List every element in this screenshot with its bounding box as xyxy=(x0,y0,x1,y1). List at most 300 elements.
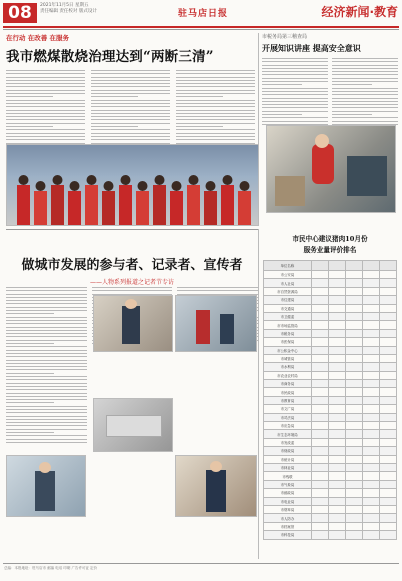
table-cell: 市税务局 xyxy=(264,329,312,337)
child-head xyxy=(223,175,233,185)
text-line xyxy=(332,71,398,72)
text-line xyxy=(6,412,87,413)
group-photo-figures xyxy=(7,145,258,225)
table-cell xyxy=(345,505,362,513)
table-cell: 市卫健委 xyxy=(264,312,312,320)
text-line xyxy=(6,290,87,291)
text-line xyxy=(262,58,328,59)
text-line xyxy=(91,83,170,84)
table-cell xyxy=(379,497,396,505)
text-line xyxy=(176,83,255,84)
table-cell xyxy=(328,505,345,513)
table-cell xyxy=(379,522,396,530)
table-cell: 市应急局 xyxy=(264,422,312,430)
table-cell: 市城管局 xyxy=(264,354,312,362)
text-line xyxy=(6,80,85,81)
text-line xyxy=(6,303,87,304)
table-cell xyxy=(311,338,328,346)
text-line xyxy=(6,320,87,321)
child-head xyxy=(172,181,182,191)
table-cell xyxy=(311,422,328,430)
child-figure xyxy=(119,185,132,225)
text-line xyxy=(262,68,328,69)
table-cell xyxy=(362,296,379,304)
table-cell xyxy=(311,396,328,404)
text-line xyxy=(332,94,398,95)
text-line xyxy=(6,330,87,331)
text-line xyxy=(176,100,255,101)
table-cell: 市残联 xyxy=(264,472,312,480)
text-line xyxy=(332,61,398,62)
table-cell xyxy=(362,388,379,396)
table-title-1: 市民中心建议猪肉10月份 xyxy=(292,235,368,243)
child-figure xyxy=(34,191,47,225)
text-line xyxy=(6,393,87,394)
table-row xyxy=(264,338,397,346)
table-cell xyxy=(328,287,345,295)
table-cell xyxy=(328,531,345,539)
table-cell xyxy=(328,405,345,413)
text-line xyxy=(6,399,87,400)
text-line xyxy=(262,88,328,89)
table-cell xyxy=(362,430,379,438)
table-cell xyxy=(345,422,362,430)
article-3-col-1 xyxy=(6,287,87,445)
table-cell xyxy=(328,447,345,455)
text-line xyxy=(6,300,87,301)
table-cell xyxy=(311,363,328,371)
section-rule xyxy=(6,229,258,230)
table-cell xyxy=(311,296,328,304)
table-cell xyxy=(311,388,328,396)
table-cell xyxy=(362,371,379,379)
table-cell xyxy=(328,463,345,471)
table-cell xyxy=(311,371,328,379)
child-figure xyxy=(170,191,183,225)
child-figure xyxy=(68,191,81,225)
table-row xyxy=(264,312,397,320)
table-cell xyxy=(311,472,328,480)
text-line xyxy=(176,139,255,140)
date-line xyxy=(40,3,120,15)
table-cell xyxy=(379,338,396,346)
table-cell xyxy=(379,430,396,438)
child-head xyxy=(70,181,80,191)
text-line xyxy=(6,103,85,104)
table-cell xyxy=(328,388,345,396)
text-line xyxy=(6,383,87,384)
text-line xyxy=(332,68,398,69)
table-cell xyxy=(379,271,396,279)
text-line xyxy=(6,373,54,374)
table-cell xyxy=(379,413,396,421)
table-cell: 市水利局 xyxy=(264,363,312,371)
table-cell xyxy=(345,371,362,379)
text-line xyxy=(6,294,87,295)
text-line xyxy=(91,119,170,120)
article-1-kicker: 在行动 在改善 在服务 xyxy=(6,34,70,42)
table-row xyxy=(264,514,397,522)
table-cell xyxy=(328,271,345,279)
table-cell xyxy=(345,438,362,446)
table-cell xyxy=(379,388,396,396)
table-cell xyxy=(345,304,362,312)
child-figure xyxy=(153,185,166,225)
table-row xyxy=(264,405,397,413)
text-line xyxy=(176,136,255,137)
table-cell xyxy=(328,438,345,446)
price-table xyxy=(263,260,397,540)
text-line xyxy=(6,123,85,124)
table-cell xyxy=(379,505,396,513)
table-cell: 市教育局 xyxy=(264,396,312,404)
text-line xyxy=(6,425,87,426)
text-line xyxy=(262,101,328,102)
text-line xyxy=(176,110,255,111)
text-line xyxy=(176,113,255,114)
text-line xyxy=(6,350,87,351)
text-line xyxy=(176,116,255,117)
text-line xyxy=(6,317,87,318)
text-line xyxy=(262,121,328,122)
header-rule xyxy=(3,26,399,28)
table-cell xyxy=(345,279,362,287)
text-line xyxy=(262,117,328,118)
child-head xyxy=(36,181,46,191)
reporter-photo-1 xyxy=(93,295,173,352)
price-table-section xyxy=(263,233,397,540)
text-line xyxy=(91,70,170,71)
text-line xyxy=(91,90,170,91)
text-line xyxy=(91,123,170,124)
child-figure xyxy=(51,185,64,225)
table-cell xyxy=(379,514,396,522)
text-line xyxy=(6,113,85,114)
table-cell: 市农业农村局 xyxy=(264,371,312,379)
table-row xyxy=(264,396,397,404)
table-cell xyxy=(311,271,328,279)
table-cell xyxy=(328,371,345,379)
table-cell: 市司法局 xyxy=(264,413,312,421)
table-cell xyxy=(345,531,362,539)
text-line xyxy=(262,84,302,85)
table-cell xyxy=(379,363,396,371)
table-row xyxy=(264,279,397,287)
table-cell xyxy=(311,480,328,488)
text-line xyxy=(6,77,85,78)
text-line xyxy=(6,136,85,137)
table-cell xyxy=(362,354,379,362)
table-header-cell xyxy=(345,261,362,271)
article-1-headline: 我市燃煤散烧治理达到“两断三清” xyxy=(6,49,214,65)
table-cell xyxy=(362,287,379,295)
text-line xyxy=(91,77,170,78)
table-cell xyxy=(379,279,396,287)
text-line xyxy=(332,65,398,66)
table-cell xyxy=(328,279,345,287)
text-line xyxy=(6,90,85,91)
text-line xyxy=(262,71,328,72)
table-cell xyxy=(328,321,345,329)
text-line xyxy=(262,104,328,105)
table-cell xyxy=(328,363,345,371)
table-cell xyxy=(328,455,345,463)
text-line xyxy=(91,93,170,94)
text-line xyxy=(91,73,170,74)
text-line xyxy=(6,313,54,314)
table-cell: 市林业局 xyxy=(264,463,312,471)
text-line xyxy=(6,323,87,324)
table-cell: 市自然资源局 xyxy=(264,287,312,295)
table-cell xyxy=(362,279,379,287)
table-row xyxy=(264,438,397,446)
table-cell xyxy=(379,472,396,480)
table-row xyxy=(264,296,397,304)
table-cell xyxy=(362,312,379,320)
text-line xyxy=(332,81,398,82)
table-row xyxy=(264,346,397,354)
text-line xyxy=(6,73,85,74)
child-head xyxy=(189,175,199,185)
reporter-photo-4 xyxy=(175,455,257,517)
text-line xyxy=(262,111,328,112)
table-cell: 市生态环境局 xyxy=(264,430,312,438)
table-cell xyxy=(311,346,328,354)
text-line xyxy=(6,402,54,403)
text-line xyxy=(6,139,85,140)
table-cell: 市人社局 xyxy=(264,279,312,287)
table-cell xyxy=(311,522,328,530)
footer-text: 总编：本报地址：驻马店市 邮编 电话 印刷 广告许可证 定价 xyxy=(4,566,98,570)
table-cell: 市市场监管局 xyxy=(264,321,312,329)
article-2-photo xyxy=(266,125,396,213)
text-line xyxy=(176,129,255,130)
table-cell xyxy=(311,329,328,337)
table-cell xyxy=(362,329,379,337)
table-cell: 市商务局 xyxy=(264,380,312,388)
text-line xyxy=(6,106,85,107)
table-header-cell xyxy=(311,261,328,271)
child-head xyxy=(104,181,114,191)
article-3-subhead: ——人物系列报道之记者节专访 xyxy=(89,279,174,286)
text-line xyxy=(332,98,398,99)
table-cell xyxy=(379,531,396,539)
table-cell xyxy=(311,321,328,329)
text-line xyxy=(91,126,138,127)
table-cell xyxy=(379,312,396,320)
text-line xyxy=(6,119,85,120)
table-cell: 市文广局 xyxy=(264,405,312,413)
table-cell xyxy=(311,287,328,295)
table-header-cell: 单位名称 xyxy=(264,261,312,271)
table-cell xyxy=(379,354,396,362)
table-cell xyxy=(362,363,379,371)
text-line xyxy=(6,429,87,430)
table-cell xyxy=(311,489,328,497)
table-cell xyxy=(328,514,345,522)
child-figure xyxy=(136,191,149,225)
text-line xyxy=(332,74,398,75)
text-line xyxy=(6,419,87,420)
reporter-photo-5 xyxy=(93,398,173,452)
text-line xyxy=(6,416,87,417)
text-line xyxy=(176,93,255,94)
text-line xyxy=(332,91,398,92)
article-2-kicker: 市税务局第三稽查局 xyxy=(262,34,308,40)
table-cell xyxy=(311,354,328,362)
table-cell: 市气象局 xyxy=(264,480,312,488)
text-line xyxy=(91,116,170,117)
text-line xyxy=(6,366,87,367)
table-row xyxy=(264,363,397,371)
table-cell xyxy=(311,463,328,471)
table-cell xyxy=(328,396,345,404)
table-cell xyxy=(379,371,396,379)
table-header-cell xyxy=(328,261,345,271)
reporter-photo-2 xyxy=(175,295,257,352)
text-line xyxy=(6,435,87,436)
table-cell xyxy=(328,472,345,480)
table-cell xyxy=(345,296,362,304)
text-line xyxy=(6,439,87,440)
table-divider xyxy=(258,229,259,559)
table-cell xyxy=(362,304,379,312)
text-line xyxy=(6,133,85,134)
section-title: 经济新闻·教育 xyxy=(321,5,398,19)
table-row xyxy=(264,447,397,455)
text-line xyxy=(177,290,258,291)
child-figure xyxy=(102,191,115,225)
table-row xyxy=(264,388,397,396)
child-head xyxy=(19,175,29,185)
table-cell: 市公积金中心 xyxy=(264,346,312,354)
table-cell xyxy=(345,463,362,471)
child-head xyxy=(240,181,250,191)
table-cell xyxy=(328,489,345,497)
table-cell xyxy=(311,455,328,463)
text-line xyxy=(6,333,87,334)
text-line xyxy=(176,123,255,124)
table-cell xyxy=(328,430,345,438)
text-line xyxy=(6,422,87,423)
text-line xyxy=(176,73,255,74)
table-row xyxy=(264,422,397,430)
text-line xyxy=(332,88,398,89)
text-line xyxy=(6,442,87,443)
table-cell xyxy=(379,287,396,295)
table-cell xyxy=(379,463,396,471)
table-cell: 市电业局 xyxy=(264,497,312,505)
table-cell xyxy=(362,497,379,505)
table-cell xyxy=(345,329,362,337)
table-cell: 市民政局 xyxy=(264,388,312,396)
text-line xyxy=(91,129,170,130)
table-cell xyxy=(345,430,362,438)
table-cell xyxy=(328,380,345,388)
text-line xyxy=(91,139,170,140)
table-cell xyxy=(379,380,396,388)
table-cell: 市公安局 xyxy=(264,271,312,279)
table-row xyxy=(264,413,397,421)
table-row xyxy=(264,329,397,337)
table-cell xyxy=(328,522,345,530)
text-line xyxy=(6,70,85,71)
table-cell xyxy=(379,489,396,497)
text-line xyxy=(262,78,328,79)
text-line xyxy=(262,107,328,108)
table-cell xyxy=(379,480,396,488)
table-cell xyxy=(379,438,396,446)
table-cell xyxy=(379,329,396,337)
table-cell xyxy=(362,380,379,388)
child-head xyxy=(87,175,97,185)
table-cell xyxy=(345,522,362,530)
table-row xyxy=(264,480,397,488)
text-line xyxy=(332,114,372,115)
text-line xyxy=(92,287,173,288)
table-cell xyxy=(362,522,379,530)
table-cell xyxy=(345,405,362,413)
text-line xyxy=(6,340,87,341)
table-cell xyxy=(345,480,362,488)
table-cell xyxy=(362,505,379,513)
article-3-headline: 做城市发展的参与者、记录者、宣传者 xyxy=(21,258,243,273)
table-row xyxy=(264,489,397,497)
text-line xyxy=(6,409,87,410)
text-line xyxy=(6,336,87,337)
text-line xyxy=(6,310,87,311)
text-line xyxy=(176,106,255,107)
table-cell xyxy=(379,405,396,413)
text-line xyxy=(6,287,87,288)
table-cell: 市财政局 xyxy=(264,447,312,455)
table-header-cell xyxy=(379,261,396,271)
text-line xyxy=(332,58,398,59)
text-line xyxy=(332,84,372,85)
table-cell xyxy=(328,480,345,488)
text-line xyxy=(332,121,398,122)
article-2-col-2 xyxy=(332,58,398,127)
table-cell xyxy=(311,380,328,388)
text-line xyxy=(6,96,53,97)
table-cell xyxy=(345,312,362,320)
text-line xyxy=(6,346,87,347)
table-cell xyxy=(345,338,362,346)
table-cell xyxy=(345,455,362,463)
table-body xyxy=(264,271,397,540)
table-cell xyxy=(379,346,396,354)
table-cell xyxy=(328,338,345,346)
text-line xyxy=(6,356,87,357)
child-figure xyxy=(204,191,217,225)
table-cell: 市医保局 xyxy=(264,338,312,346)
text-line xyxy=(6,343,54,344)
table-cell: 市邮政局 xyxy=(264,489,312,497)
table-cell xyxy=(362,405,379,413)
text-line xyxy=(262,114,302,115)
table-cell xyxy=(362,489,379,497)
table-cell: 市科技局 xyxy=(264,531,312,539)
text-line xyxy=(6,126,53,127)
article-3 xyxy=(6,232,258,286)
table-row xyxy=(264,354,397,362)
page-number: 08 xyxy=(3,3,37,23)
text-line xyxy=(6,86,85,87)
table-row xyxy=(264,472,397,480)
table-cell xyxy=(362,463,379,471)
text-line xyxy=(176,96,223,97)
text-line xyxy=(262,61,328,62)
